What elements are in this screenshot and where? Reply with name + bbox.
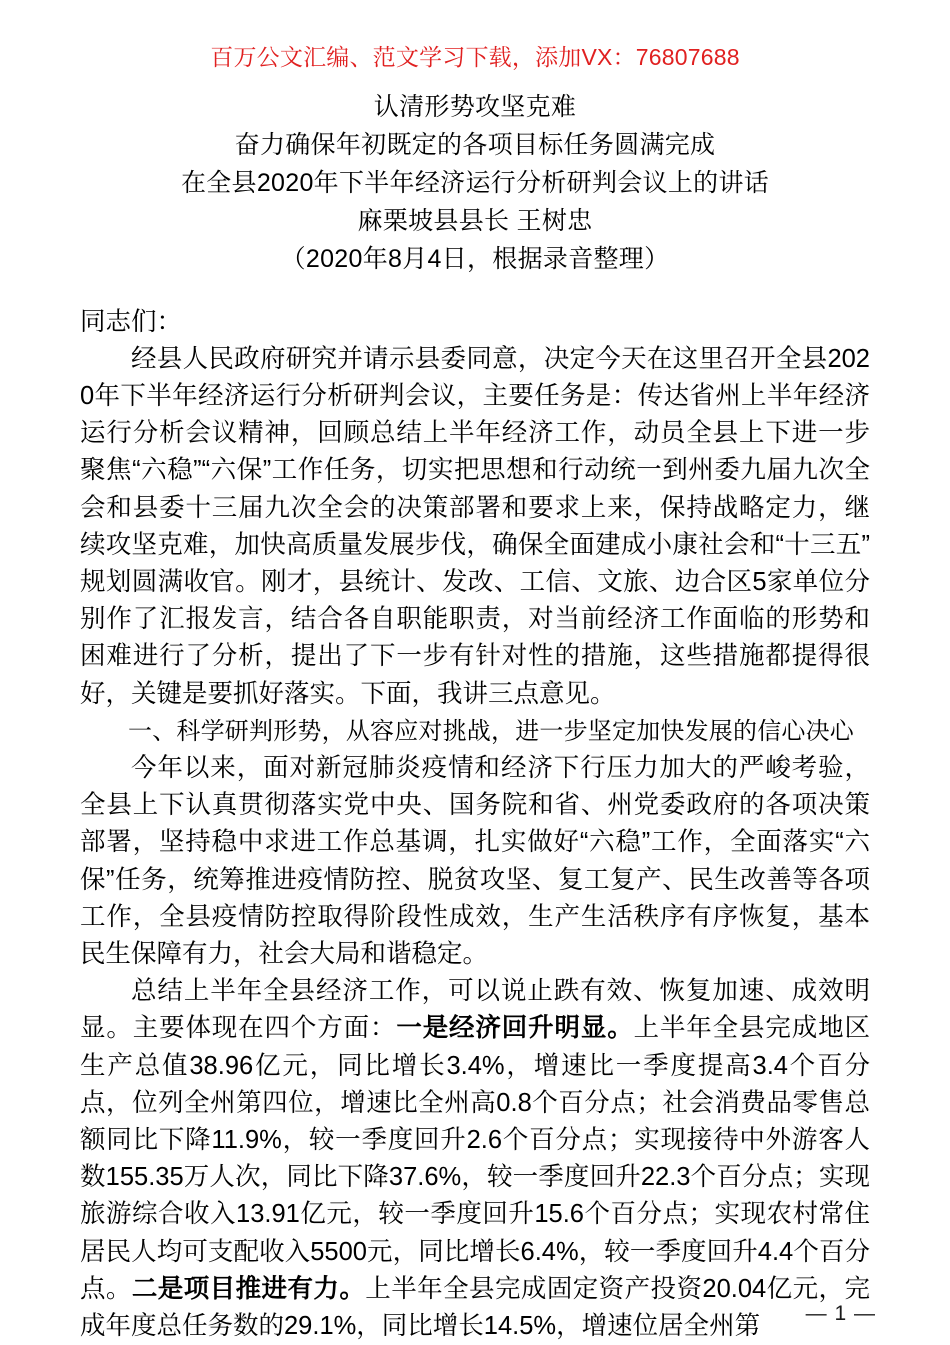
title-line-2: 奋力确保年初既定的各项目标任务圆满完成 — [234, 130, 716, 159]
paragraph-3-bold-2: 二是项目推进有力。 — [131, 1274, 366, 1303]
promo-header-text: 百万公文汇编、范文学习下载，添加VX：76807688 — [210, 44, 740, 70]
document-body — [80, 304, 870, 1345]
document-title-block — [0, 88, 950, 278]
paragraph-3-segment-3: 上半年全县完成固定资产投资20.04亿元，完成年度总任务数的29.1%，同比增长14.5%，增速位居全州第 — [80, 1274, 870, 1341]
paragraph-1: 经县人民政府研究并请示县委同意，决定今天在这里召开全县2020年下半年经济运行分析研判会议，主要任务是：传达省州上半年经济运行分析会议精神，回顾总结上半年经济工作，动员全县上下进一步聚焦“六稳”“六保”工作任务，切实把思想和行动统一到州委九届九次全会和县委十三届九次全会的决策部署和要求上来，保持战略定力，继续攻坚克难，加快高质量发展步伐，确保全面建成小康社会和“十三五”规划圆满收官。刚才，县统计、发改、工信、文旅、边合区5家单位分别作了汇报发言，结合各自职能职责，对当前经济工作面临的形势和困难进行了分析，提出了下一步有针对性的措施，这些措施都提得很好，关键是要抓好落实。下面，我讲三点意见。 — [80, 344, 870, 708]
salutation: 同志们： — [80, 307, 183, 336]
title-line-1: 认清形势攻坚克难 — [373, 92, 577, 121]
paragraph-3-bold-1: 一是经济回升明显。 — [396, 1014, 634, 1043]
paragraph-2: 今年以来，面对新冠肺炎疫情和经济下行压力加大的严峻考验，全县上下认真贯彻落实党中央、国务院和省、州党委政府的各项决策部署，坚持稳中求进工作总基调，扎实做好“六稳”工作，全面落实“六保”任务，统筹推进疫情防控、脱贫攻坚、复工复产、民生改善等各项工作，全县疫情防控取得阶段性成效，生产生活秩序有序恢复，基本民生保障有力，社会大局和谐稳定。 — [80, 754, 870, 969]
title-author: 麻栗坡县县长 王树忠 — [357, 206, 593, 235]
paragraph-3-segment-2: 上半年全县完成地区生产总值38.96亿元，同比增长3.4%，增速比一季度提高3.4个百分点，位列全州第四位，增速比全州高0.8个百分点；社会消费品零售总额同比下降11.9%，较一季度回升2.6个百分点；实现接待中外游客人数155.35万人次，同比下降37.6%，较一季度回升22.3个百分点；实现旅游综合收入13.91亿元，较一季度回升15.6个百分点；实现农村常住居民人均可支配收入5500元，同比增长6.4%，较一季度回升4.4个百分点。 — [80, 1014, 870, 1303]
title-line-3: 在全县2020年下半年经济运行分析研判会议上的讲话 — [180, 168, 770, 197]
paragraph-3-segment-1: 总结上半年全县经济工作，可以说止跌有效、恢复加速、成效明显。主要体现在四个方面： — [80, 977, 870, 1043]
section-heading-1: 一、科学研判形势，从容应对挑战，进一步坚定加快发展的信心决心 — [128, 717, 854, 745]
page-number-footer: — 1 — — [805, 1302, 876, 1325]
title-date-note: （2020年8月4日，根据录音整理） — [280, 244, 670, 273]
paragraph-3 — [80, 973, 870, 1345]
